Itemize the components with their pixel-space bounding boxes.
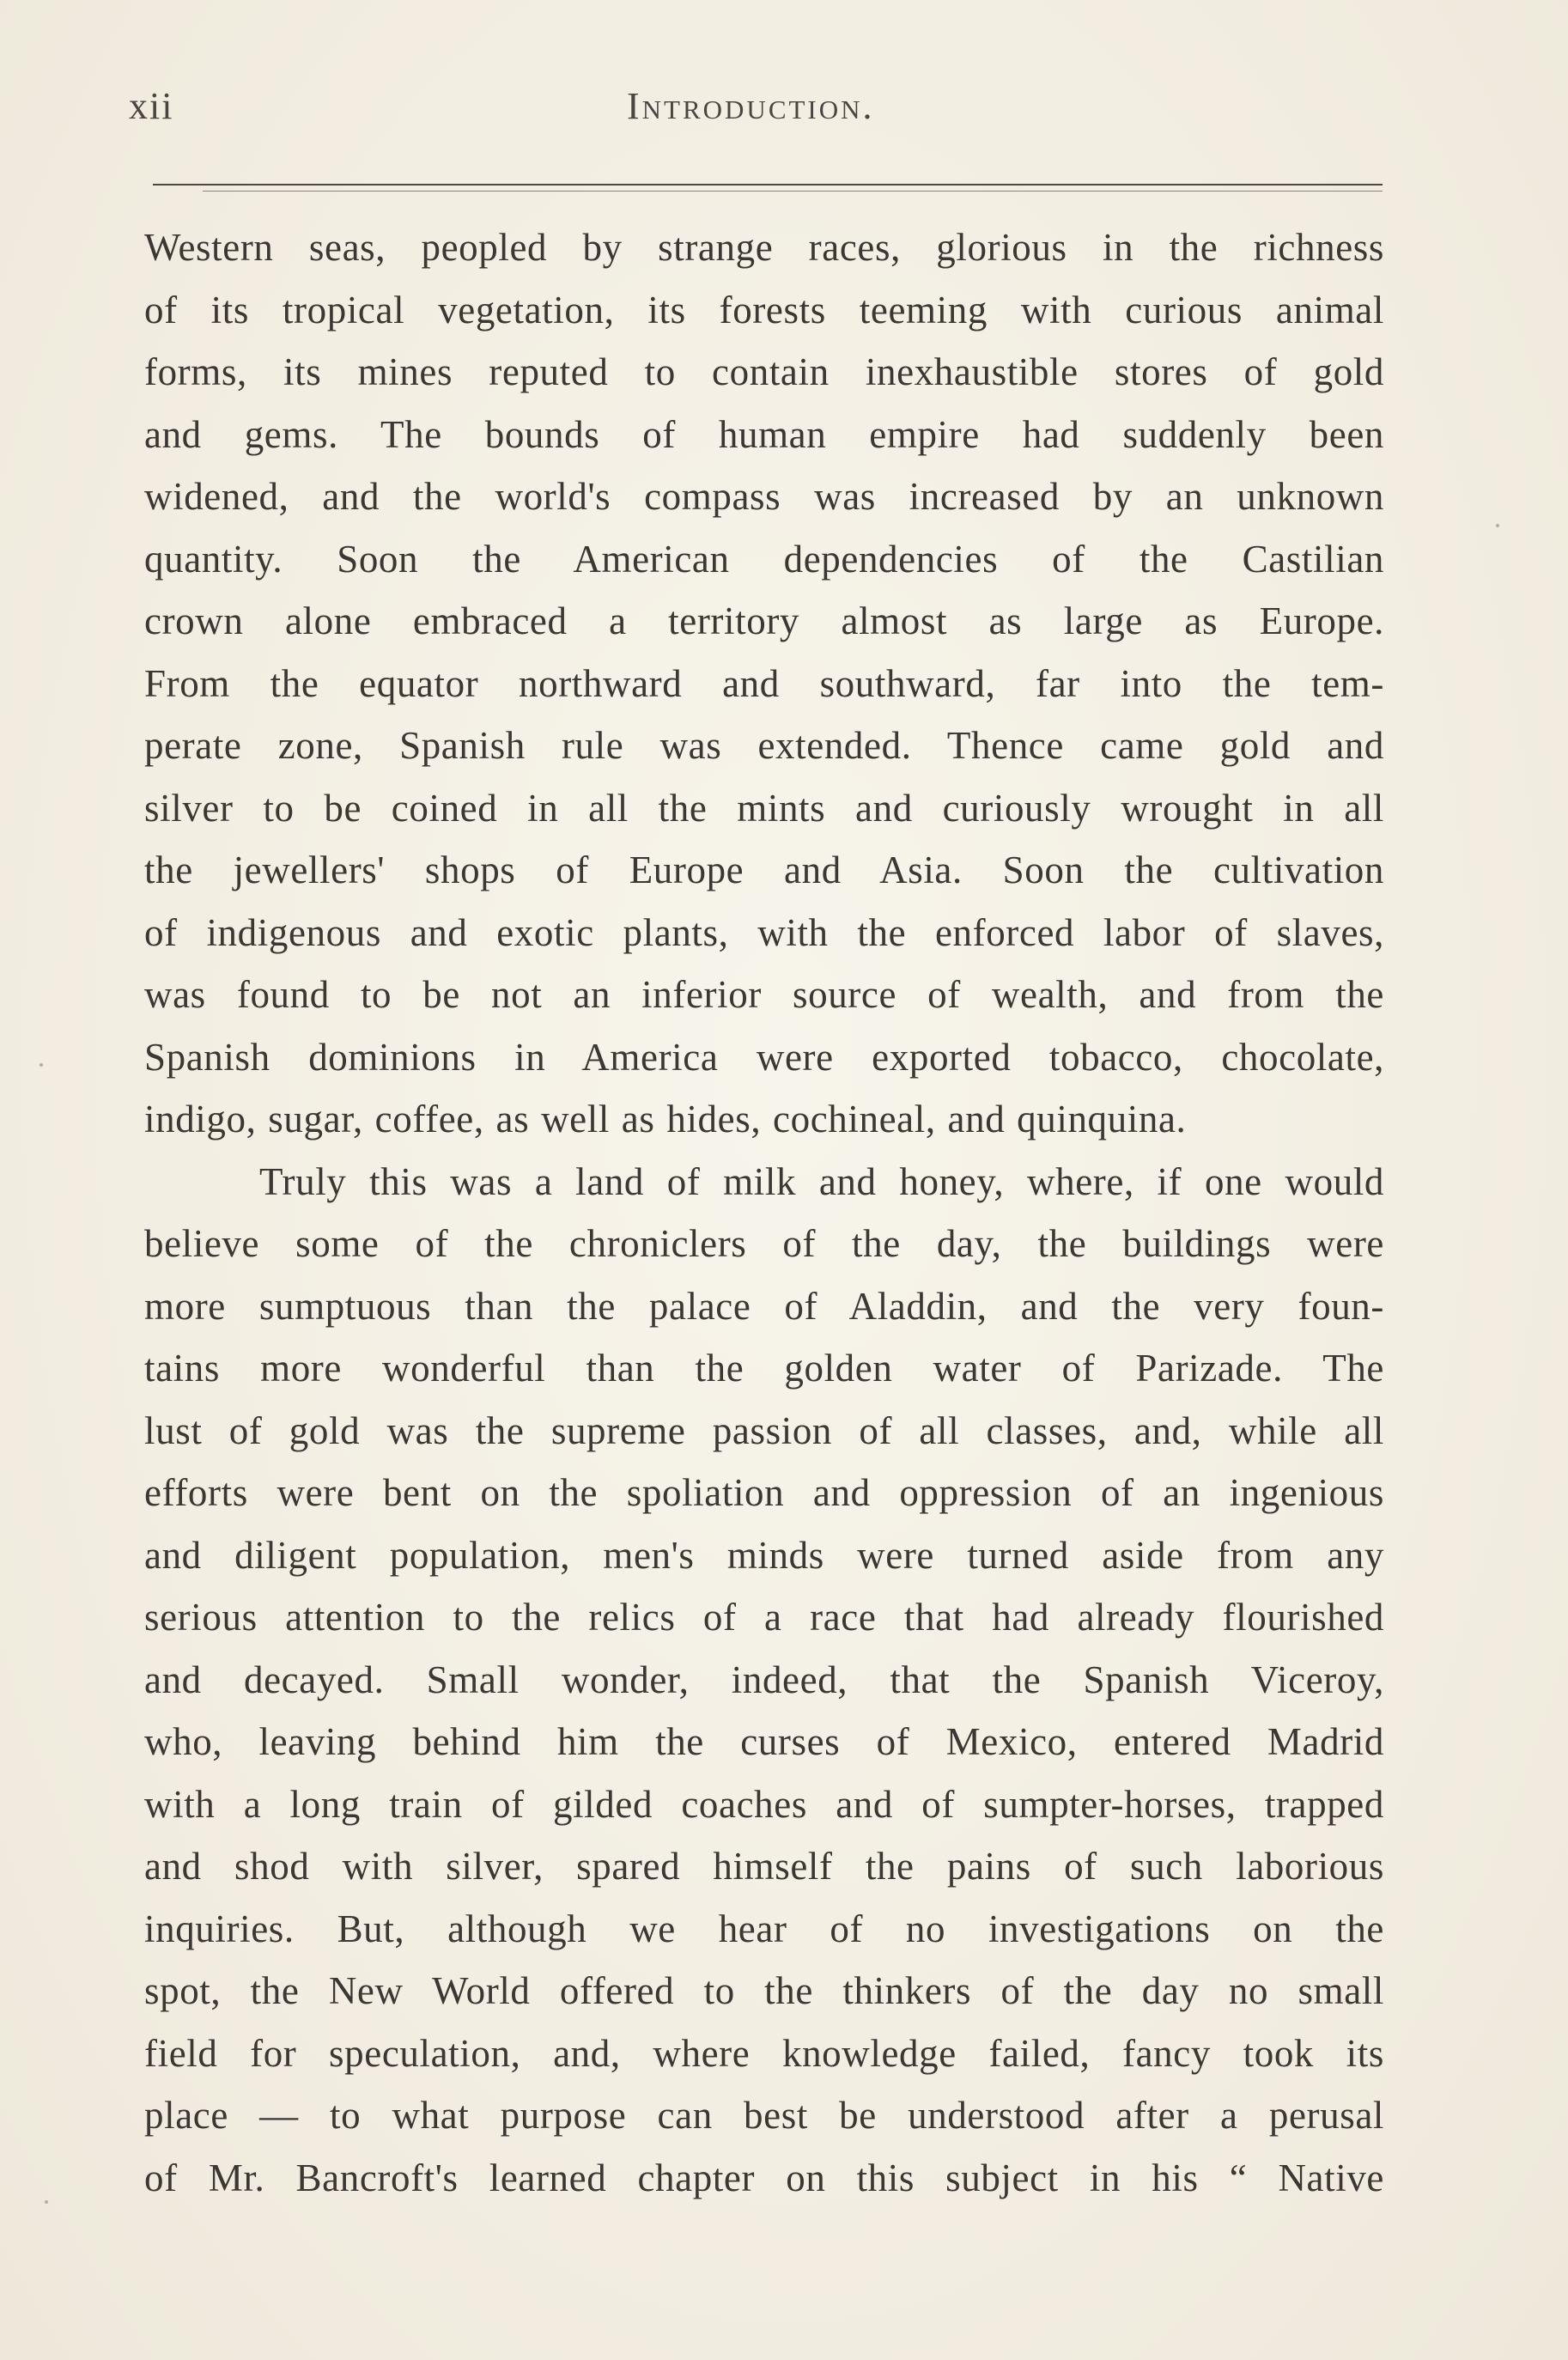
text-line: lust of gold was the supreme passion of all classes, and, while all	[144, 1408, 1384, 1452]
text-line: quantity. Soon the American dependencies of the Castilian	[144, 537, 1384, 581]
text-line: and shod with silver, spared himself the pains of such laborious	[144, 1845, 1384, 1888]
running-title: Introduction.	[627, 85, 875, 127]
text-line: silver to be coined in all the mints and curiously wrought in all	[144, 786, 1384, 830]
text-line: spot, the New World offered to the thinkers of the day no small	[144, 1969, 1384, 2012]
text-line: tains more wonderful than the golden water of Parizade. The	[144, 1347, 1384, 1390]
text-line: widened, and the world's compass was increased by an unknown	[144, 475, 1384, 518]
text-line: efforts were bent on the spoliation and oppression of an ingenious	[144, 1471, 1384, 1514]
text-line: believe some of the chroniclers of the day, the buildings were	[144, 1222, 1384, 1265]
text-line: crown alone embraced a territory almost as large as Europe.	[144, 599, 1384, 642]
text-line: with a long train of gilded coaches and of sumpter-horses, trapped	[144, 1782, 1384, 1826]
header-rule-shadow	[203, 191, 1383, 192]
paper-speck	[45, 2200, 48, 2204]
text-line: of Mr. Bancroft's learned chapter on this subject in his “ Native	[144, 2156, 1384, 2199]
text-line: who, leaving behind him the curses of Mexico, entered Madrid	[144, 1720, 1384, 1763]
body-text	[144, 216, 1384, 2209]
text-line: was found to be not an inferior source of wealth, and from the	[144, 973, 1384, 1016]
text-line: more sumptuous than the palace of Aladdin, and the very foun-	[144, 1284, 1384, 1328]
text-line: the jewellers' shops of Europe and Asia. Soon the cultivation	[144, 849, 1384, 891]
running-head	[129, 84, 1383, 136]
text-line: perate zone, Spanish rule was extended. Thence came gold and	[144, 724, 1384, 767]
text-line: field for speculation, and, where knowledge failed, fancy took its	[144, 2031, 1384, 2075]
text-line: of indigenous and exotic plants, with the enforced labor of slaves,	[144, 910, 1384, 954]
text-line-paragraph-start: Truly this was a land of milk and honey, where, if one would	[259, 1159, 1384, 1203]
text-line: Spanish dominions in America were exported tobacco, chocolate,	[144, 1035, 1384, 1079]
text-line: forms, its mines reputed to contain inexhaustible stores of gold	[144, 350, 1384, 393]
text-line: From the equator northward and southward, far into the tem-	[144, 661, 1384, 705]
header-rule	[153, 184, 1383, 186]
text-line-paragraph-end: indigo, sugar, coffee, as well as hides, cochineal, and quinquina.	[144, 1098, 1187, 1140]
paper-speck	[1496, 524, 1499, 527]
text-line: of its tropical vegetation, its forests teeming with curious animal	[144, 288, 1384, 331]
page-number: xii	[129, 85, 174, 127]
text-line: and gems. The bounds of human empire had suddenly been	[144, 412, 1384, 456]
text-line: serious attention to the relics of a race that had already flourished	[144, 1596, 1384, 1639]
paper-speck	[40, 1063, 43, 1067]
text-line: inquiries. But, although we hear of no investigations on the	[144, 1907, 1384, 1950]
text-line: place — to what purpose can best be understood after a perusal	[144, 2094, 1384, 2137]
text-line: Western seas, peopled by strange races, glorious in the richness	[144, 226, 1384, 269]
text-line: and diligent population, men's minds were turned aside from any	[144, 1533, 1384, 1577]
text-line: and decayed. Small wonder, indeed, that the Spanish Viceroy,	[144, 1657, 1384, 1701]
